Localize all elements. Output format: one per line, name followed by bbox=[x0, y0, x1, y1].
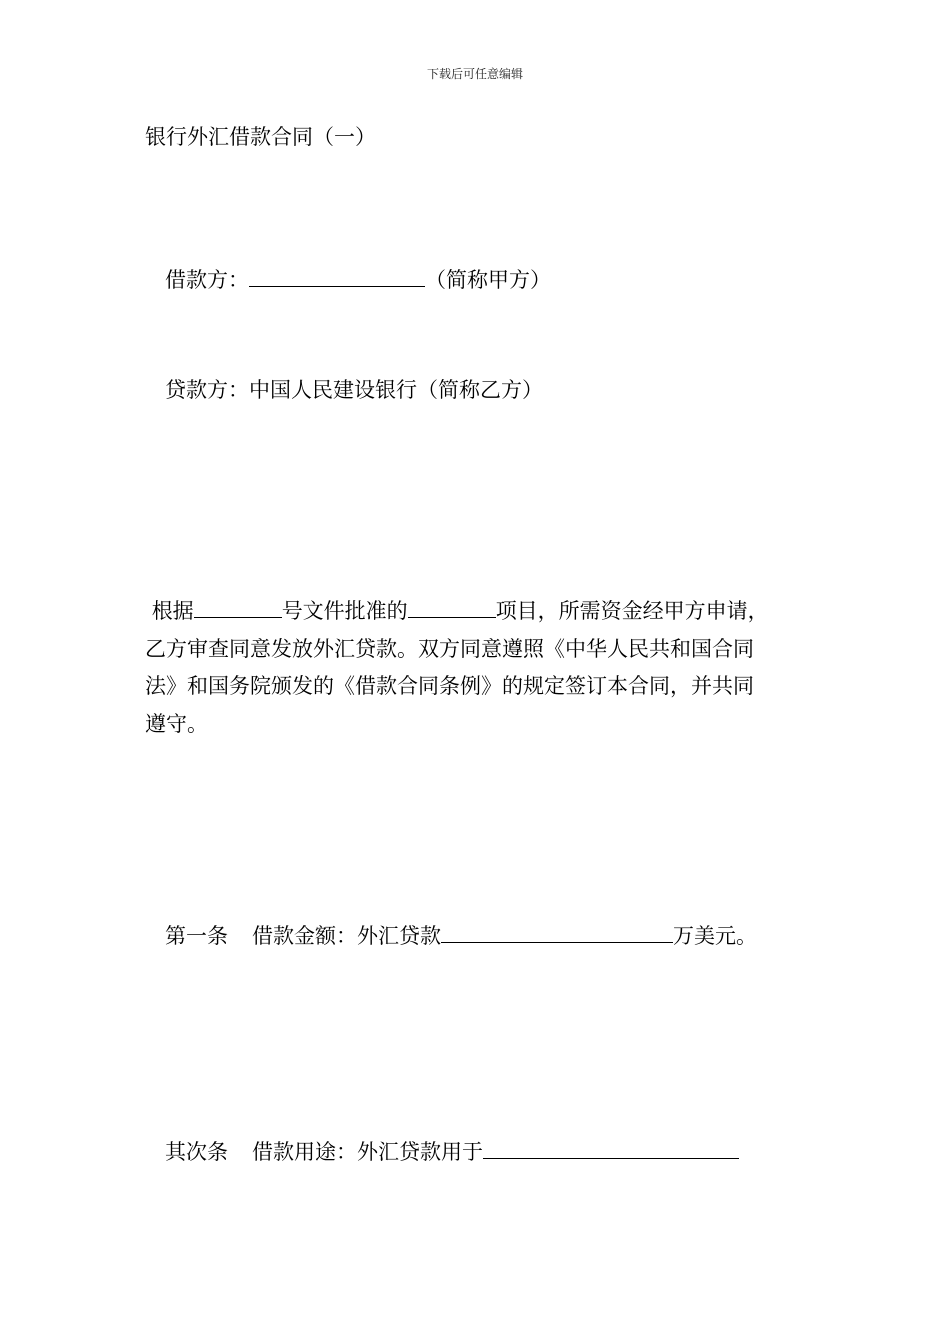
header-note: 下载后可任意编辑 bbox=[426, 67, 523, 81]
article-1-number: 第一条 bbox=[165, 924, 228, 948]
article-2-number: 其次条 bbox=[165, 1140, 228, 1164]
preamble-text-c: 项目，所需资金经甲方申请， bbox=[495, 599, 769, 623]
borrower-name-blank[interactable] bbox=[249, 266, 425, 287]
contract-title: 银行外汇借款合同（一） bbox=[145, 125, 376, 149]
document-number-blank[interactable] bbox=[194, 597, 282, 618]
lender-line: 贷款方：中国人民建设银行（简称乙方） bbox=[165, 378, 543, 402]
article-1-suffix: 万美元。 bbox=[673, 924, 757, 948]
project-name-blank[interactable] bbox=[408, 597, 496, 618]
preamble-text-b: 号文件批准的 bbox=[281, 599, 408, 623]
loan-amount-blank[interactable] bbox=[441, 922, 673, 943]
borrower-line bbox=[165, 266, 551, 294]
borrower-suffix: （简称甲方） bbox=[425, 268, 551, 292]
preamble-line-1 bbox=[145, 593, 810, 631]
article-1-label: 借款金额：外汇贷款 bbox=[252, 924, 441, 948]
preamble-text-a: 根据 bbox=[151, 599, 194, 623]
preamble-line-2: 乙方审查同意发放外汇贷款。双方同意遵照《中华人民共和国合同 bbox=[145, 636, 754, 661]
article-2-label: 借款用途：外汇贷款用于 bbox=[252, 1140, 483, 1164]
borrower-label: 借款方： bbox=[165, 268, 249, 292]
loan-purpose-blank[interactable] bbox=[483, 1138, 739, 1159]
article-2-line bbox=[165, 1138, 739, 1166]
preamble-paragraph bbox=[145, 593, 810, 743]
preamble-line-4: 遵守。 bbox=[145, 711, 208, 736]
article-1-line bbox=[165, 922, 757, 950]
preamble-line-3: 法》和国务院颁发的《借款合同条例》的规定签订本合同，并共同 bbox=[145, 674, 754, 698]
